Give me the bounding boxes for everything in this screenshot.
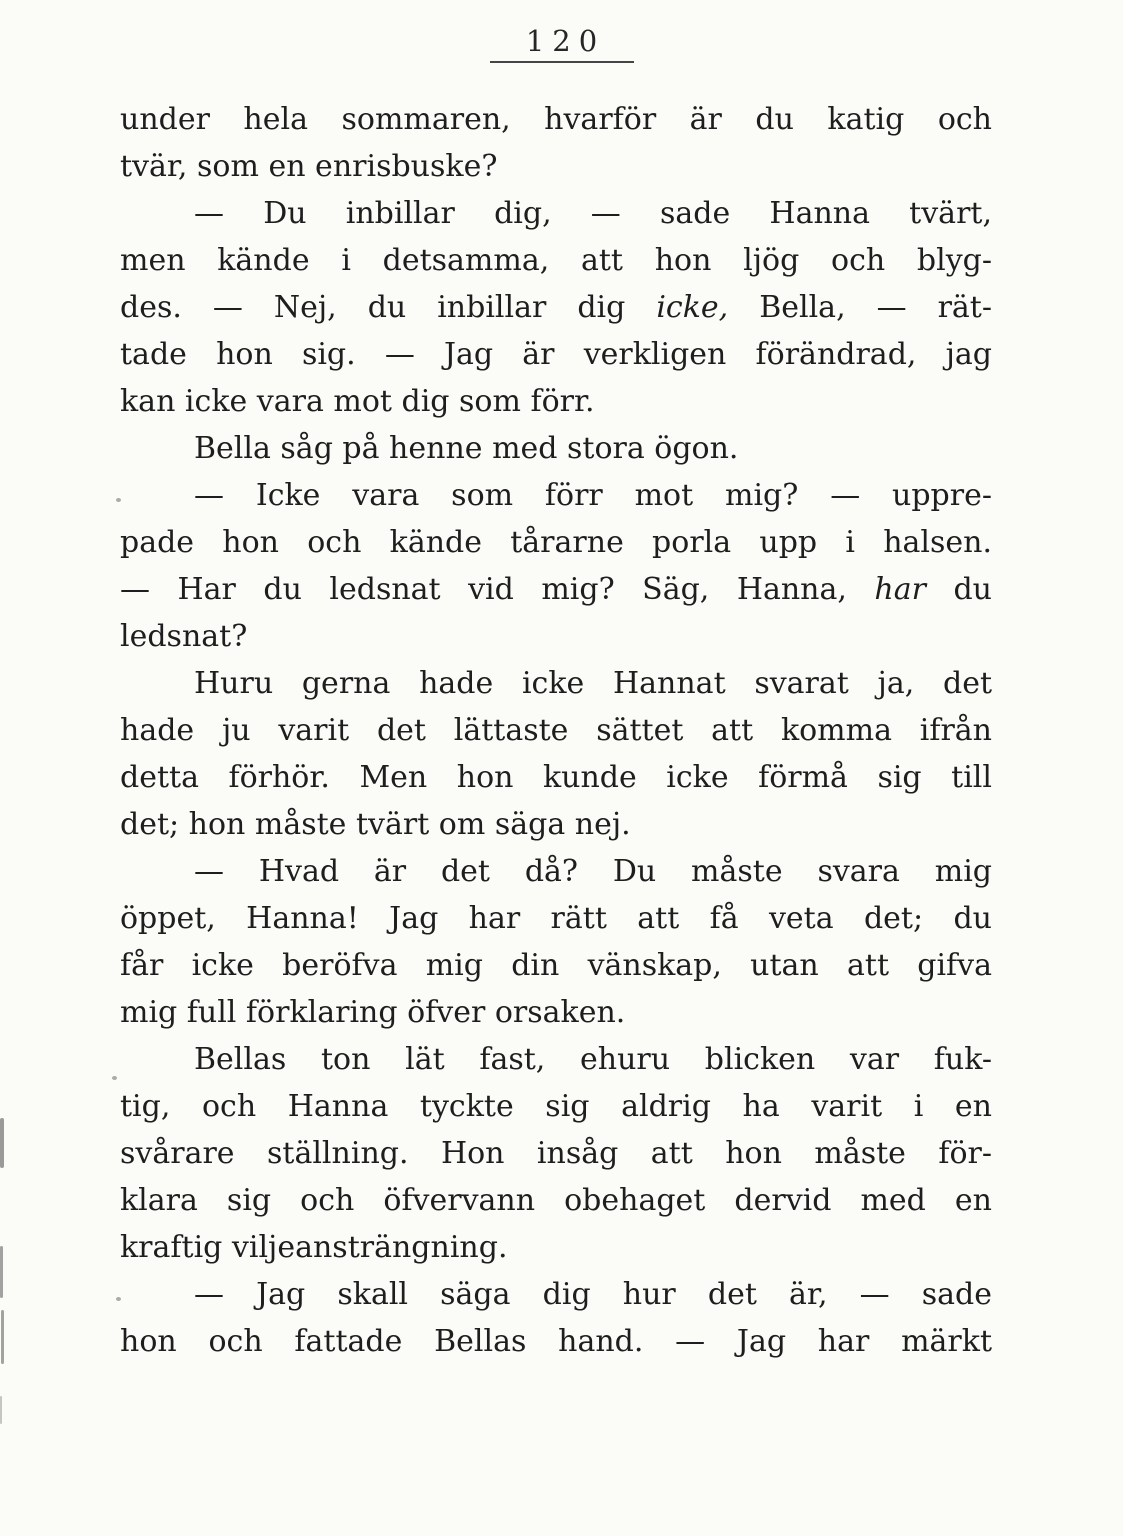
text-segment: men kände i detsamma, att hon ljög och blyg- <box>120 243 992 278</box>
text-segment: det; hon måste tvärt om säga nej. <box>120 807 631 842</box>
text-segment: Bellas ton lät fast, ehuru blicken var fuk- <box>194 1042 992 1077</box>
text-segment: Huru gerna hade icke Hannat svarat ja, det <box>194 666 992 701</box>
page-number: 120 <box>525 24 606 58</box>
text-segment: — Du inbillar dig, — sade Hanna tvärt, <box>194 196 992 231</box>
text-segment: tig, och Hanna tyckte sig aldrig ha varit i en <box>120 1089 992 1124</box>
text-segment: — Hvad är det då? Du måste svara mig <box>194 854 992 889</box>
text-segment: des. — Nej, du inbillar dig <box>120 290 657 325</box>
text-segment: detta förhör. Men hon kunde icke förmå sig till <box>120 760 992 795</box>
text-segment: Bella, — rät- <box>728 290 992 325</box>
text-segment: — Jag skall säga dig hur det är, — sade <box>194 1277 992 1312</box>
text-line <box>120 143 992 190</box>
text-line <box>120 1177 992 1224</box>
text-segment: Bella såg på henne med stora ögon. <box>194 431 739 466</box>
text-segment: kan icke vara mot dig som förr. <box>120 384 595 419</box>
text-line <box>120 284 992 331</box>
text-segment: under hela sommaren, hvarför är du katig och <box>120 102 992 137</box>
text-line <box>120 425 992 472</box>
text-segment: pade hon och kände tårarne porla upp i halsen. <box>120 525 992 560</box>
text-segment: du <box>925 572 992 607</box>
text-line <box>120 331 992 378</box>
scan-artifact <box>1 1310 4 1364</box>
text-line <box>120 96 992 143</box>
text-segment: svårare ställning. Hon insåg att hon måste för- <box>120 1136 992 1171</box>
text-segment: öppet, Hanna! Jag har rätt att få veta det; du <box>120 901 992 936</box>
text-line <box>120 1083 992 1130</box>
text-segment: — Icke vara som förr mot mig? — uppre- <box>194 478 992 513</box>
scan-artifact <box>0 1246 3 1298</box>
scan-speck <box>112 1076 117 1080</box>
text-segment: mig full förklaring öfver orsaken. <box>120 995 626 1030</box>
scan-artifact <box>0 1118 4 1168</box>
text-line <box>120 942 992 989</box>
text-segment: ledsnat? <box>120 619 248 654</box>
page-header <box>0 24 1123 63</box>
text-line <box>120 801 992 848</box>
scan-speck <box>116 498 121 502</box>
text-line <box>120 848 992 895</box>
text-line <box>120 660 992 707</box>
text-line <box>120 1271 992 1318</box>
text-line <box>120 378 992 425</box>
text-line <box>120 1130 992 1177</box>
text-segment: — Har du ledsnat vid mig? Säg, Hanna, <box>120 572 875 607</box>
text-segment: får icke beröfva mig din vänskap, utan att gifva <box>120 948 992 983</box>
italic-text-segment: icke, <box>656 290 729 325</box>
text-line <box>120 754 992 801</box>
text-line <box>120 519 992 566</box>
text-line <box>120 989 992 1036</box>
text-line <box>120 707 992 754</box>
text-line <box>120 1318 992 1365</box>
scan-artifact <box>0 1396 2 1424</box>
scan-speck <box>116 1297 121 1301</box>
text-line <box>120 190 992 237</box>
text-segment: klara sig och öfvervann obehaget dervid med en <box>120 1183 992 1218</box>
italic-text-segment: har <box>874 572 926 607</box>
text-segment: hade ju varit det lättaste sättet att komma ifrån <box>120 713 992 748</box>
text-line <box>120 237 992 284</box>
page-number-rule <box>490 61 634 63</box>
text-line <box>120 472 992 519</box>
text-segment: kraftig viljeansträngning. <box>120 1230 508 1265</box>
text-segment: tvär, som en enrisbuske? <box>120 149 498 184</box>
text-line <box>120 1224 992 1271</box>
text-block <box>120 96 992 1365</box>
text-line <box>120 566 992 613</box>
text-line <box>120 1036 992 1083</box>
text-line <box>120 895 992 942</box>
text-line <box>120 613 992 660</box>
text-segment: tade hon sig. — Jag är verkligen förändrad, jag <box>120 337 992 372</box>
text-segment: hon och fattade Bellas hand. — Jag har märkt <box>120 1324 992 1359</box>
